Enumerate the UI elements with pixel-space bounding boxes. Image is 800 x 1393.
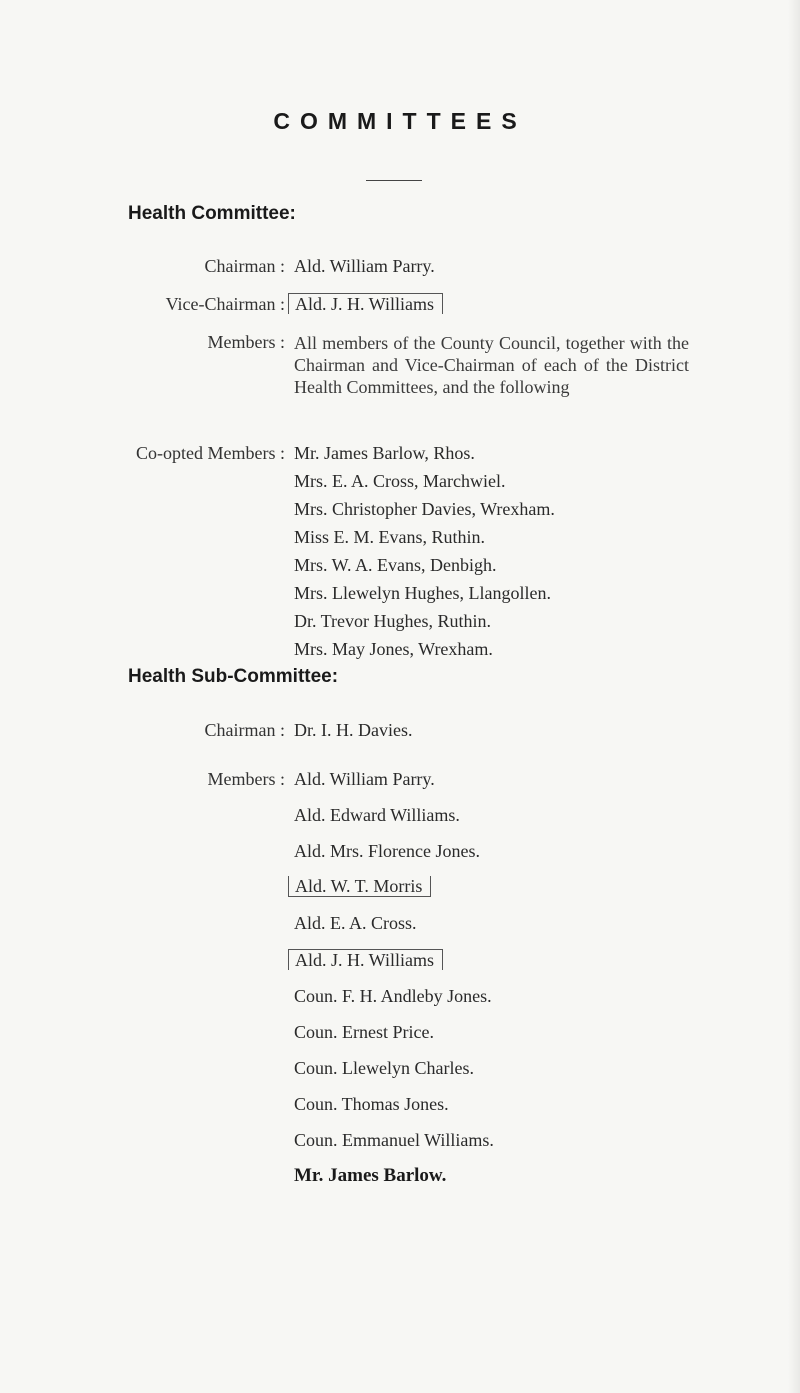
coopted-member: Mrs. W. A. Evans, Denbigh.	[294, 555, 497, 575]
sub-member-name: Ald. J. H. Williams	[288, 949, 443, 970]
coopted-member: Mrs. May Jones, Wrexham.	[294, 639, 493, 659]
vice-chairman-name: Ald. J. H. Williams	[288, 293, 443, 314]
coopted-member: Mr. James Barlow, Rhos.	[294, 443, 475, 463]
coopted-member: Mrs. Christopher Davies, Wrexham.	[294, 499, 555, 519]
sub-member-boxed	[288, 949, 443, 971]
members-label: Members :	[207, 332, 285, 352]
health-sub-committee-title: Health Sub-Committee:	[128, 666, 339, 687]
sub-member: Mr. James Barlow.	[294, 1165, 447, 1186]
sub-member: Coun. Thomas Jones.	[294, 1094, 449, 1114]
sub-member: Ald. Mrs. Florence Jones.	[294, 841, 480, 861]
coopted-member: Dr. Trevor Hughes, Ruthin.	[294, 611, 492, 631]
sub-member: Coun. Ernest Price.	[294, 1022, 434, 1042]
members-description: All members of the County Council, together with the Chairman and Vice-Chairman of each of the District Health Committees, and the following	[294, 333, 689, 397]
coopted-member: Miss E. M. Evans, Ruthin.	[294, 527, 486, 547]
sub-member: Ald. William Parry.	[294, 769, 435, 789]
title-divider	[366, 180, 422, 181]
sub-member: Ald. E. A. Cross.	[294, 913, 417, 933]
sub-chairman-label: Chairman :	[204, 720, 285, 740]
sub-member-boxed	[288, 876, 431, 897]
sub-chairman-value: Dr. I. H. Davies.	[294, 720, 413, 740]
health-committee-title: Health Committee:	[128, 203, 296, 224]
sub-member: Coun. F. H. Andleby Jones.	[294, 986, 492, 1006]
coopted-member: Mrs. E. A. Cross, Marchwiel.	[294, 471, 506, 491]
sub-member: Coun. Llewelyn Charles.	[294, 1058, 474, 1078]
sub-members-label: Members :	[207, 769, 285, 789]
coopted-members-label: Co-opted Members :	[136, 443, 285, 463]
sub-member: Ald. Edward Williams.	[294, 805, 460, 825]
coopted-member: Mrs. Llewelyn Hughes, Llangollen.	[294, 583, 551, 603]
page-edge-shadow	[788, 0, 800, 1393]
sub-member: Coun. Emmanuel Williams.	[294, 1130, 494, 1150]
chairman-label: Chairman :	[204, 256, 285, 276]
vice-chairman-label: Vice-Chairman :	[165, 294, 285, 314]
vice-chairman-value	[288, 293, 443, 315]
chairman-value: Ald. William Parry.	[294, 256, 435, 276]
sub-member-name: Ald. W. T. Morris	[288, 876, 431, 897]
page-title: COMMITTEES	[273, 108, 527, 134]
